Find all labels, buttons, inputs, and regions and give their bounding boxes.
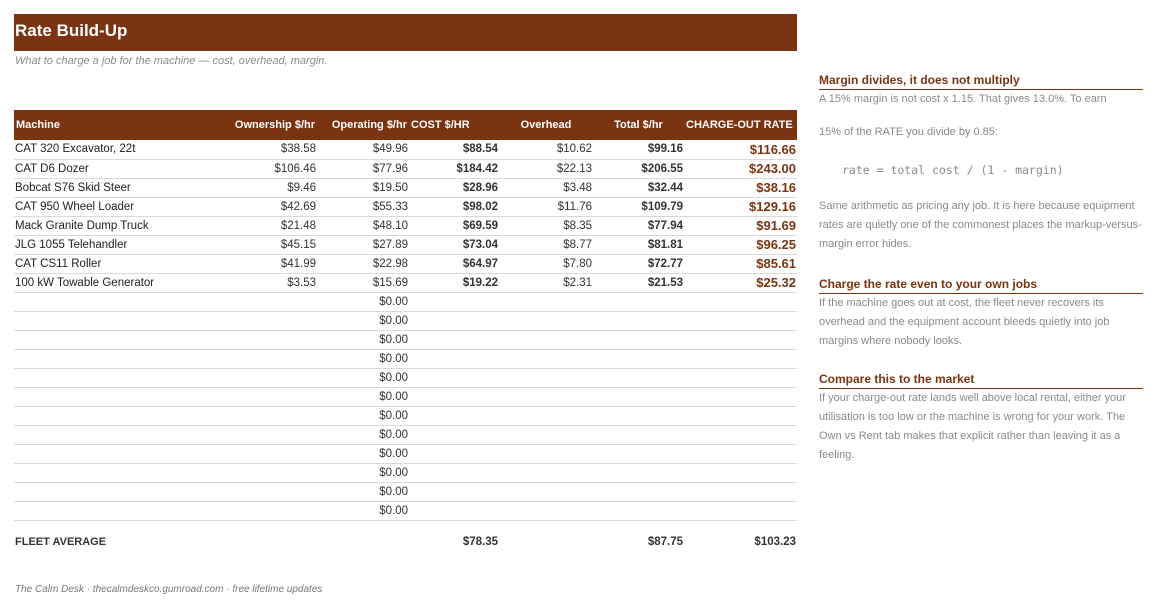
total-cell[interactable]: $206.55 — [593, 159, 684, 178]
overhead-cell[interactable]: $22.13 — [499, 159, 593, 178]
charge-out-rate-cell[interactable]: $25.32 — [684, 273, 797, 292]
machine-name-cell[interactable]: CAT 950 Wheel Loader — [14, 197, 221, 216]
table-row — [14, 216, 797, 235]
table-row — [14, 197, 797, 216]
overhead-cell[interactable] — [499, 482, 593, 501]
col-header-cost: COST $/HR — [411, 119, 470, 131]
overhead-cell[interactable]: $10.62 — [499, 140, 593, 159]
machine-name-cell[interactable] — [14, 425, 221, 444]
table-row — [14, 349, 797, 368]
overhead-cell[interactable]: $8.35 — [499, 216, 593, 235]
overhead-cell[interactable] — [499, 292, 593, 311]
overhead-cell[interactable]: $7.80 — [499, 254, 593, 273]
fleet-average-total: $87.75 — [647, 536, 683, 548]
note-text: Same arithmetic as pricing any job. It is here because equipment rates are quietly one of the commonest places the markup-versus-margin error hides. — [819, 200, 1142, 250]
charge-out-rate-cell[interactable]: $96.25 — [684, 235, 797, 254]
table-row — [14, 140, 797, 159]
overhead-cell[interactable] — [499, 368, 593, 387]
ownership-cell[interactable] — [221, 463, 317, 482]
charge-out-rate-cell[interactable]: $91.69 — [684, 216, 797, 235]
fleet-average-cost: $78.35 — [462, 536, 498, 548]
total-cell[interactable] — [593, 482, 684, 501]
overhead-cell[interactable] — [499, 387, 593, 406]
machine-name-cell[interactable]: Bobcat S76 Skid Steer — [14, 178, 221, 197]
total-cell[interactable] — [593, 292, 684, 311]
charge-out-rate-cell[interactable] — [684, 444, 797, 463]
ownership-cell[interactable] — [221, 444, 317, 463]
note-text: A 15% margin is not cost x 1.15. That gives 13.0%. To earn — [819, 93, 1107, 105]
note-heading: Compare this to the market — [819, 372, 1143, 389]
table-row — [14, 406, 797, 425]
operating-cell[interactable]: $15.69 — [317, 273, 409, 292]
overhead-cell[interactable] — [499, 463, 593, 482]
cost-cell[interactable] — [409, 292, 499, 311]
table-body — [14, 140, 797, 520]
cost-cell[interactable] — [409, 463, 499, 482]
machine-name-cell[interactable]: 100 kW Towable Generator — [14, 273, 221, 292]
table-row — [14, 254, 797, 273]
cost-cell[interactable] — [409, 406, 499, 425]
total-cell[interactable] — [593, 349, 684, 368]
charge-out-rate-cell[interactable] — [684, 368, 797, 387]
overhead-cell[interactable]: $11.76 — [499, 197, 593, 216]
machine-name-cell[interactable] — [14, 330, 221, 349]
ownership-cell[interactable] — [221, 387, 317, 406]
cost-cell[interactable]: $19.22 — [409, 273, 499, 292]
cost-cell[interactable] — [409, 444, 499, 463]
cost-cell[interactable]: $184.42 — [409, 159, 499, 178]
ownership-cell[interactable] — [221, 501, 317, 520]
ownership-cell[interactable] — [221, 368, 317, 387]
operating-cell[interactable]: $0.00 — [317, 311, 409, 330]
table-row — [14, 501, 797, 520]
cost-cell[interactable]: $64.97 — [409, 254, 499, 273]
note-market — [819, 372, 1143, 465]
operating-cell[interactable]: $77.96 — [317, 159, 409, 178]
ownership-cell[interactable]: $42.69 — [221, 197, 317, 216]
overhead-cell[interactable] — [499, 406, 593, 425]
overhead-cell[interactable]: $2.31 — [499, 273, 593, 292]
operating-cell[interactable]: $0.00 — [317, 368, 409, 387]
cost-cell[interactable]: $69.59 — [409, 216, 499, 235]
ownership-cell[interactable]: $45.15 — [221, 235, 317, 254]
footer-updates: free lifetime updates — [232, 584, 323, 595]
total-cell[interactable]: $77.94 — [593, 216, 684, 235]
charge-out-rate-cell[interactable] — [684, 330, 797, 349]
ownership-cell[interactable]: $3.53 — [221, 273, 317, 292]
table-row — [14, 292, 797, 311]
cost-cell[interactable] — [409, 425, 499, 444]
cost-cell[interactable] — [409, 368, 499, 387]
cost-cell[interactable] — [409, 501, 499, 520]
cost-cell[interactable]: $88.54 — [409, 140, 499, 159]
operating-cell[interactable]: $49.96 — [317, 140, 409, 159]
total-cell[interactable]: $72.77 — [593, 254, 684, 273]
charge-out-rate-cell[interactable] — [684, 311, 797, 330]
machine-name-cell[interactable]: JLG 1055 Telehandler — [14, 235, 221, 254]
table-row — [14, 235, 797, 254]
machine-name-cell[interactable]: Mack Granite Dump Truck — [14, 216, 221, 235]
col-header-total: Total $/hr — [614, 119, 663, 131]
machine-name-cell[interactable]: CAT CS11 Roller — [14, 254, 221, 273]
machine-name-cell[interactable]: CAT 320 Excavator, 22t — [14, 140, 221, 159]
cost-cell[interactable] — [409, 387, 499, 406]
operating-cell[interactable]: $27.89 — [317, 235, 409, 254]
machine-name-cell[interactable] — [14, 387, 221, 406]
ownership-cell[interactable] — [221, 482, 317, 501]
ownership-cell[interactable]: $106.46 — [221, 159, 317, 178]
operating-cell[interactable]: $0.00 — [317, 387, 409, 406]
col-header-overhead: Overhead — [520, 119, 572, 131]
charge-out-rate-cell[interactable]: $116.66 — [684, 140, 797, 159]
total-cell[interactable] — [593, 368, 684, 387]
fleet-average-label: FLEET AVERAGE — [15, 536, 107, 548]
cost-cell[interactable] — [409, 482, 499, 501]
rate-table — [14, 110, 797, 550]
operating-cell[interactable]: $19.50 — [317, 178, 409, 197]
machine-name-cell[interactable] — [14, 406, 221, 425]
operating-cell[interactable]: $0.00 — [317, 482, 409, 501]
cost-cell[interactable] — [409, 330, 499, 349]
total-cell[interactable] — [593, 406, 684, 425]
footer-separator: · — [86, 584, 91, 595]
fleet-average-overhead-cell — [499, 520, 593, 550]
fleet-average-row — [14, 520, 797, 550]
fleet-average-ownership-cell — [221, 520, 317, 550]
margin-formula: rate = total cost / (1 - margin) — [842, 163, 1064, 177]
total-cell[interactable] — [593, 463, 684, 482]
total-cell[interactable]: $99.16 — [593, 140, 684, 159]
col-header-machine: Machine — [16, 119, 61, 131]
charge-out-rate-cell[interactable] — [684, 501, 797, 520]
machine-name-cell[interactable] — [14, 463, 221, 482]
note-text: 15% of the RATE you divide by 0.85: — [819, 126, 998, 138]
charge-out-rate-cell[interactable]: $243.00 — [684, 159, 797, 178]
operating-cell[interactable]: $0.00 — [317, 425, 409, 444]
charge-out-rate-cell[interactable]: $85.61 — [684, 254, 797, 273]
charge-out-rate-cell[interactable] — [684, 349, 797, 368]
table-row — [14, 311, 797, 330]
machine-name-cell[interactable] — [14, 444, 221, 463]
overhead-cell[interactable]: $3.48 — [499, 178, 593, 197]
cost-cell[interactable]: $98.02 — [409, 197, 499, 216]
total-cell[interactable] — [593, 387, 684, 406]
machine-name-cell[interactable] — [14, 349, 221, 368]
footer-url: thecalmdeskco.gumroad.com — [92, 584, 224, 595]
machine-name-cell[interactable] — [14, 482, 221, 501]
overhead-cell[interactable] — [499, 501, 593, 520]
operating-cell[interactable]: $0.00 — [317, 463, 409, 482]
ownership-cell[interactable]: $21.48 — [221, 216, 317, 235]
total-cell[interactable]: $32.44 — [593, 178, 684, 197]
operating-cell[interactable]: $0.00 — [317, 444, 409, 463]
operating-cell[interactable]: $22.98 — [317, 254, 409, 273]
cost-cell[interactable]: $73.04 — [409, 235, 499, 254]
page-title: Rate Build-Up — [15, 21, 128, 40]
total-cell[interactable]: $109.79 — [593, 197, 684, 216]
machine-name-cell[interactable] — [14, 501, 221, 520]
table-row — [14, 444, 797, 463]
ownership-cell[interactable]: $38.58 — [221, 140, 317, 159]
total-cell[interactable] — [593, 444, 684, 463]
col-header-ownership: Ownership $/hr — [234, 119, 315, 131]
col-header-charge-out-rate: CHARGE-OUT RATE — [686, 119, 793, 131]
footer-separator: · — [226, 584, 230, 595]
table-row — [14, 368, 797, 387]
cost-cell[interactable] — [409, 311, 499, 330]
operating-cell[interactable]: $55.33 — [317, 197, 409, 216]
machine-name-cell[interactable] — [14, 311, 221, 330]
charge-out-rate-cell[interactable]: $38.16 — [684, 178, 797, 197]
charge-out-rate-cell[interactable] — [684, 463, 797, 482]
footer-brand: The Calm Desk — [15, 584, 84, 595]
total-cell[interactable]: $81.81 — [593, 235, 684, 254]
ownership-cell[interactable] — [221, 330, 317, 349]
fleet-average-operating-cell — [317, 520, 409, 550]
total-cell[interactable] — [593, 311, 684, 330]
table-row — [14, 273, 797, 292]
table-row — [14, 482, 797, 501]
note-own-jobs — [819, 277, 1143, 351]
machine-name-cell[interactable] — [14, 292, 221, 311]
operating-cell[interactable]: $0.00 — [317, 292, 409, 311]
table-row — [14, 463, 797, 482]
overhead-cell[interactable] — [499, 444, 593, 463]
ownership-cell[interactable] — [221, 425, 317, 444]
ownership-cell[interactable] — [221, 406, 317, 425]
operating-cell[interactable]: $0.00 — [317, 406, 409, 425]
ownership-cell[interactable] — [221, 292, 317, 311]
total-cell[interactable] — [593, 330, 684, 349]
machine-name-cell[interactable]: CAT D6 Dozer — [14, 159, 221, 178]
ownership-cell[interactable]: $9.46 — [221, 178, 317, 197]
fleet-average-rate: $103.23 — [754, 536, 796, 548]
charge-out-rate-cell[interactable]: $129.16 — [684, 197, 797, 216]
page-footer — [15, 584, 322, 595]
note-heading: Margin divides, it does not multiply — [819, 73, 1143, 90]
overhead-cell[interactable] — [499, 330, 593, 349]
table-header-row — [14, 110, 797, 140]
total-cell[interactable]: $21.53 — [593, 273, 684, 292]
sheet-title-bar — [14, 14, 797, 51]
overhead-cell[interactable] — [499, 311, 593, 330]
total-cell[interactable] — [593, 425, 684, 444]
note-margin — [819, 73, 1143, 254]
table-row — [14, 387, 797, 406]
operating-cell[interactable]: $0.00 — [317, 349, 409, 368]
operating-cell[interactable]: $0.00 — [317, 330, 409, 349]
charge-out-rate-cell[interactable] — [684, 482, 797, 501]
note-text: If the machine goes out at cost, the fleet never recovers its overhead and the equipment account bleeds quietly into job margins where nobody looks. — [819, 297, 1110, 347]
overhead-cell[interactable] — [499, 349, 593, 368]
overhead-cell[interactable]: $8.77 — [499, 235, 593, 254]
machine-name-cell[interactable] — [14, 368, 221, 387]
operating-cell[interactable]: $48.10 — [317, 216, 409, 235]
charge-out-rate-cell[interactable] — [684, 387, 797, 406]
cost-cell[interactable] — [409, 349, 499, 368]
ownership-cell[interactable] — [221, 311, 317, 330]
table-row — [14, 178, 797, 197]
overhead-cell[interactable] — [499, 425, 593, 444]
charge-out-rate-cell[interactable] — [684, 425, 797, 444]
operating-cell[interactable]: $0.00 — [317, 501, 409, 520]
note-heading: Charge the rate even to your own jobs — [819, 277, 1143, 294]
table-row — [14, 330, 797, 349]
cost-cell[interactable]: $28.96 — [409, 178, 499, 197]
ownership-cell[interactable] — [221, 349, 317, 368]
ownership-cell[interactable]: $41.99 — [221, 254, 317, 273]
table-row — [14, 425, 797, 444]
total-cell[interactable] — [593, 501, 684, 520]
page-subtitle: What to charge a job for the machine — cost, overhead, margin. — [15, 55, 328, 67]
col-header-operating: Operating $/hr — [331, 119, 407, 131]
table-row — [14, 159, 797, 178]
charge-out-rate-cell[interactable] — [684, 292, 797, 311]
charge-out-rate-cell[interactable] — [684, 406, 797, 425]
note-text: If your charge-out rate lands well above local rental, either your utilisation is too low or the machine is wrong for your work. The Own vs Rent tab makes that explicit rather than leaving it as a feeling. — [819, 392, 1126, 461]
